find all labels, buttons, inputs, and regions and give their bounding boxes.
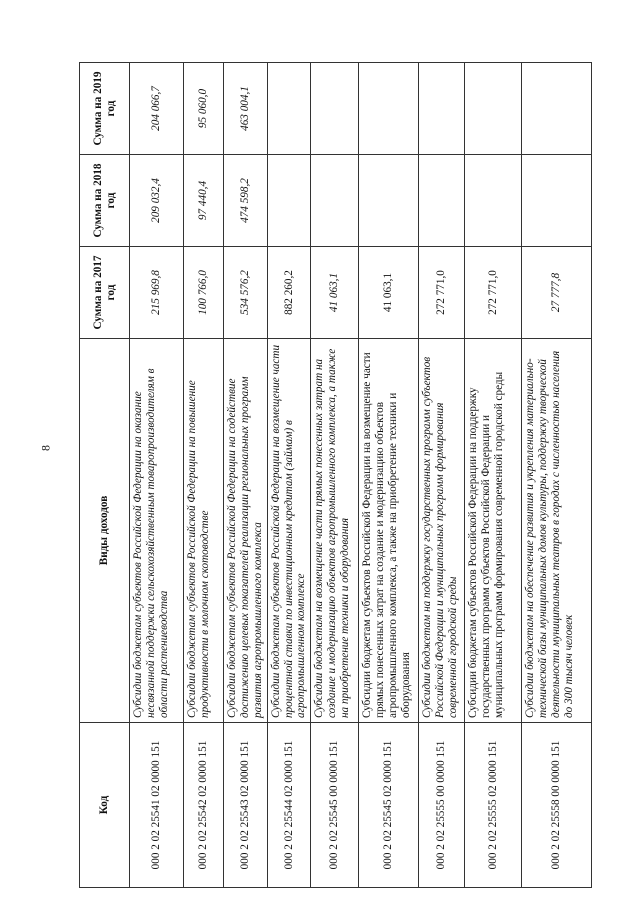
row-description: Субсидии бюджетам на поддержку государственных программ субъектов Российской Федерации и муниципальных программ формирования современной городской среды <box>419 339 465 723</box>
row-sum-2018: 97 440,4 <box>184 155 224 247</box>
table-row <box>311 63 359 888</box>
page-number: 8 <box>38 445 53 451</box>
row-sum-2017: 272 771,0 <box>465 247 522 339</box>
table-row <box>465 63 522 888</box>
rotated-table-container <box>79 63 587 888</box>
table-row <box>224 63 268 888</box>
row-description: Субсидии бюджетам субъектов Российской Федерации на оказание несвязанной поддержки сельскохозяйственным товаропроизводителям в области растениеводства <box>130 339 184 723</box>
header-code: Код <box>80 723 130 888</box>
header-sum-2019: Сумма на 2019 год <box>80 63 130 155</box>
row-description: Субсидии бюджетам на обеспечение развития и укрепления материально-технической базы муниципальных домов культуры, поддержку творческой деятельности муниципальных театров в городах с численностью населения до 300 тысяч человек <box>522 339 592 723</box>
row-sum-2018: 209 032,4 <box>130 155 184 247</box>
row-sum-2019 <box>267 63 311 155</box>
row-sum-2019 <box>465 63 522 155</box>
row-description: Субсидии бюджетам субъектов Российской Федерации на поддержку государственных программ субъектов Российской Федерации и муниципальных программ формирования современной городской среды <box>465 339 522 723</box>
row-sum-2018 <box>267 155 311 247</box>
table-row <box>184 63 224 888</box>
row-sum-2019: 463 004,1 <box>224 63 268 155</box>
row-sum-2018 <box>311 155 359 247</box>
row-sum-2019: 95 060,0 <box>184 63 224 155</box>
row-code: 000 2 02 25544 02 0000 151 <box>267 723 311 888</box>
row-description: Субсидии бюджетам субъектов Российской Федерации на возмещение части процентной ставки по инвестиционным кредитам (займам) в агропромышленном комплексе <box>267 339 311 723</box>
row-sum-2017: 534 576,2 <box>224 247 268 339</box>
row-sum-2017: 882 260,2 <box>267 247 311 339</box>
row-sum-2017: 272 771,0 <box>419 247 465 339</box>
table-row <box>359 63 419 888</box>
row-sum-2017: 41 063,1 <box>359 247 419 339</box>
row-code: 000 2 02 25545 00 0000 151 <box>311 723 359 888</box>
row-code: 000 2 02 25555 00 0000 151 <box>419 723 465 888</box>
table-row <box>522 63 592 888</box>
row-sum-2018: 474 598,2 <box>224 155 268 247</box>
row-sum-2019 <box>311 63 359 155</box>
row-code: 000 2 02 25558 00 0000 151 <box>522 723 592 888</box>
row-sum-2019 <box>522 63 592 155</box>
table-row <box>267 63 311 888</box>
row-code: 000 2 02 25543 02 0000 151 <box>224 723 268 888</box>
row-description: Субсидии бюджетам субъектов Российской Федерации на повышение продуктивности в молочном скотоводстве <box>184 339 224 723</box>
row-sum-2018 <box>359 155 419 247</box>
table-header-row <box>80 63 130 888</box>
row-sum-2018 <box>419 155 465 247</box>
row-code: 000 2 02 25542 02 0000 151 <box>184 723 224 888</box>
row-code: 000 2 02 25545 02 0000 151 <box>359 723 419 888</box>
row-sum-2019: 204 066,7 <box>130 63 184 155</box>
table-row <box>419 63 465 888</box>
header-sum-2018: Сумма на 2018 год <box>80 155 130 247</box>
row-code: 000 2 02 25555 02 0000 151 <box>465 723 522 888</box>
row-description: Субсидии бюджетам на возмещение части прямых понесенных затрат на создание и модернизацию объектов агропромышленного комплекса, а также на приобретение техники и оборудования <box>311 339 359 723</box>
row-sum-2017: 27 777,8 <box>522 247 592 339</box>
row-sum-2018 <box>465 155 522 247</box>
header-sum-2017: Сумма на 2017 год <box>80 247 130 339</box>
row-sum-2019 <box>419 63 465 155</box>
table-row <box>130 63 184 888</box>
row-sum-2017: 100 766,0 <box>184 247 224 339</box>
row-sum-2018 <box>522 155 592 247</box>
row-code: 000 2 02 25541 02 0000 151 <box>130 723 184 888</box>
row-sum-2019 <box>359 63 419 155</box>
header-revenue-type: Виды доходов <box>80 339 130 723</box>
row-sum-2017: 41 063,1 <box>311 247 359 339</box>
row-description: Субсидии бюджетам субъектов Российской Федерации на содействие достижению целевых показателей реализации региональных программ развития агропромышленного комплекса <box>224 339 268 723</box>
row-sum-2017: 215 969,8 <box>130 247 184 339</box>
revenue-table <box>79 62 592 888</box>
row-description: Субсидии бюджетам субъектов Российской Федерации на возмещение части прямых понесенных затрат на создание и модернизацию объектов агропромышленного комплекса, а также на приобретение техники и оборудования <box>359 339 419 723</box>
